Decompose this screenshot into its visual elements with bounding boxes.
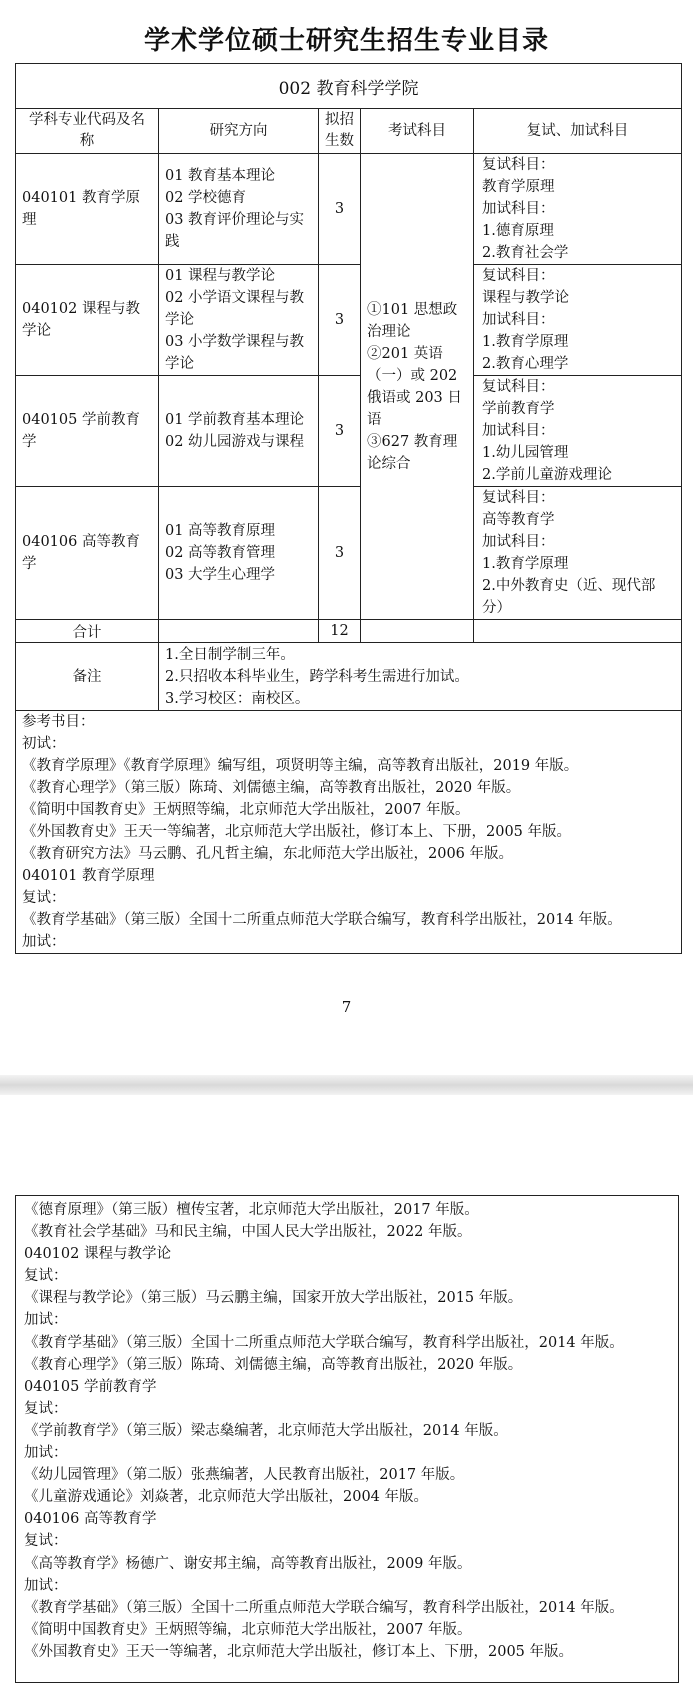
document-title: 学术学位硕士研究生招生专业目录 [143, 26, 549, 56]
references-row [16, 711, 682, 954]
school-name: 002 教育科学学院 [16, 64, 682, 109]
total-row [16, 620, 682, 643]
references-continued: 《德育原理》（第三版）檀传宝著，北京师范大学出版社，2017 年版。 《教育社会学基础》马和民主编，中国人民大学出版社，2022 年版。 040102 课程与教学论 复试： 《课程与教学论》（第三版）马云鹏主编，国家开放大学出版社，2015 年版。 加试： 《教育学基础》（第三版）全国十二所重点师范大学联合编写，教育科学出版社，2014 年版。 《教育心理学》（第三版）陈琦、刘儒德主编，高等教育出版社，2020 年版。 040105 学前教育学 复试： 《学前教育学》（第三版）梁志燊编著，北京师范大学出版社，2014 年版。 加试： 《幼儿园管理》（第二版）张燕编著，人民教育出版社，2017 年版。 《儿童游戏通论》刘焱著，北京师范大学出版社，2004 年版。 040106 高等教育学 复试： 《高等教育学》杨德广、谢安邦主编，高等教育出版社，2009 年版。 加试： 《教育学基础》（第三版）全国十二所重点师范大学联合编写，教育科学出版社，2014 年版。 《简明中国教育史》王炳照等编，北京师范大学出版社，2007 年版。 《外国教育史》王天一等编著，北京师范大学出版社，修订本上、下册，2005 年版。 [15, 1195, 679, 1683]
major-row [16, 154, 682, 265]
total-quota: 12 [319, 620, 361, 643]
header-row [16, 109, 682, 154]
major-code-name: 040106 高等教育学 [16, 487, 159, 620]
major-code-name: 040101 教育学原理 [16, 154, 159, 265]
header-retest: 复试、加试科目 [474, 109, 682, 154]
school-row [16, 64, 682, 109]
major-quota: 3 [319, 376, 361, 487]
page-number: 7 [341, 998, 352, 1016]
retest-subjects: 复试科目： 高等教育学 加试科目： 1.教育学原理 2.中外教育史（近、现代部分） [474, 487, 682, 620]
header-exam: 考试科目 [361, 109, 474, 154]
header-major: 学科专业代码及名称 [16, 109, 159, 154]
major-directions: 01 课程与教学论 02 小学语文课程与教学论 03 小学数学课程与教学论 [159, 265, 319, 376]
major-code-name: 040105 学前教育学 [16, 376, 159, 487]
total-label: 合计 [16, 620, 159, 643]
major-quota: 3 [319, 265, 361, 376]
catalog-table [15, 63, 682, 954]
major-row [16, 376, 682, 487]
references-content: 参考书目： 初试： 《教育学原理》《教育学原理》编写组，项贤明等主编，高等教育出版社，2019 年版。 《教育心理学》（第三版）陈琦、刘儒德主编，高等教育出版社，2020 年版。 《简明中国教育史》王炳照等编，北京师范大学出版社，2007 年版。 《外国教育史》王天一等编著，北京师范大学出版社，修订本上、下册，2005 年版。 《教育研究方法》马云鹏、孔凡哲主编，东北师范大学出版社，2006 年版。 040101 教育学原理 复试： 《教育学基础》（第三版）全国十二所重点师范大学联合编写，教育科学出版社，2014 年版。 加试： [16, 711, 682, 954]
major-quota: 3 [319, 487, 361, 620]
major-code-name: 040102 课程与教学论 [16, 265, 159, 376]
notes-row [16, 643, 682, 711]
major-directions: 01 学前教育基本理论 02 幼儿园游戏与课程 [159, 376, 319, 487]
major-directions: 01 高等教育原理 02 高等教育管理 03 大学生心理学 [159, 487, 319, 620]
retest-subjects: 复试科目： 教育学原理 加试科目： 1.德育原理 2.教育社会学 [474, 154, 682, 265]
header-direction: 研究方向 [159, 109, 319, 154]
retest-subjects: 复试科目： 学前教育学 加试科目： 1.幼儿园管理 2.学前儿童游戏理论 [474, 376, 682, 487]
major-row [16, 487, 682, 620]
notes-content: 1.全日制学制三年。 2.只招收本科毕业生，跨学科考生需进行加试。 3.学习校区：南校区。 [159, 643, 682, 711]
major-row [16, 265, 682, 376]
major-directions: 01 教育基本理论 02 学校德育 03 教育评价理论与实践 [159, 154, 319, 265]
header-quota: 拟招 生数 [319, 109, 361, 154]
notes-label: 备注 [16, 643, 159, 711]
exam-subjects: ①101 思想政治理论 ②201 英语（一）或 202 俄语或 203 日语 ③627 教育理论综合 [361, 154, 474, 620]
page-separator [0, 1075, 693, 1095]
major-quota: 3 [319, 154, 361, 265]
retest-subjects: 复试科目： 课程与教学论 加试科目： 1.教育学原理 2.教育心理学 [474, 265, 682, 376]
